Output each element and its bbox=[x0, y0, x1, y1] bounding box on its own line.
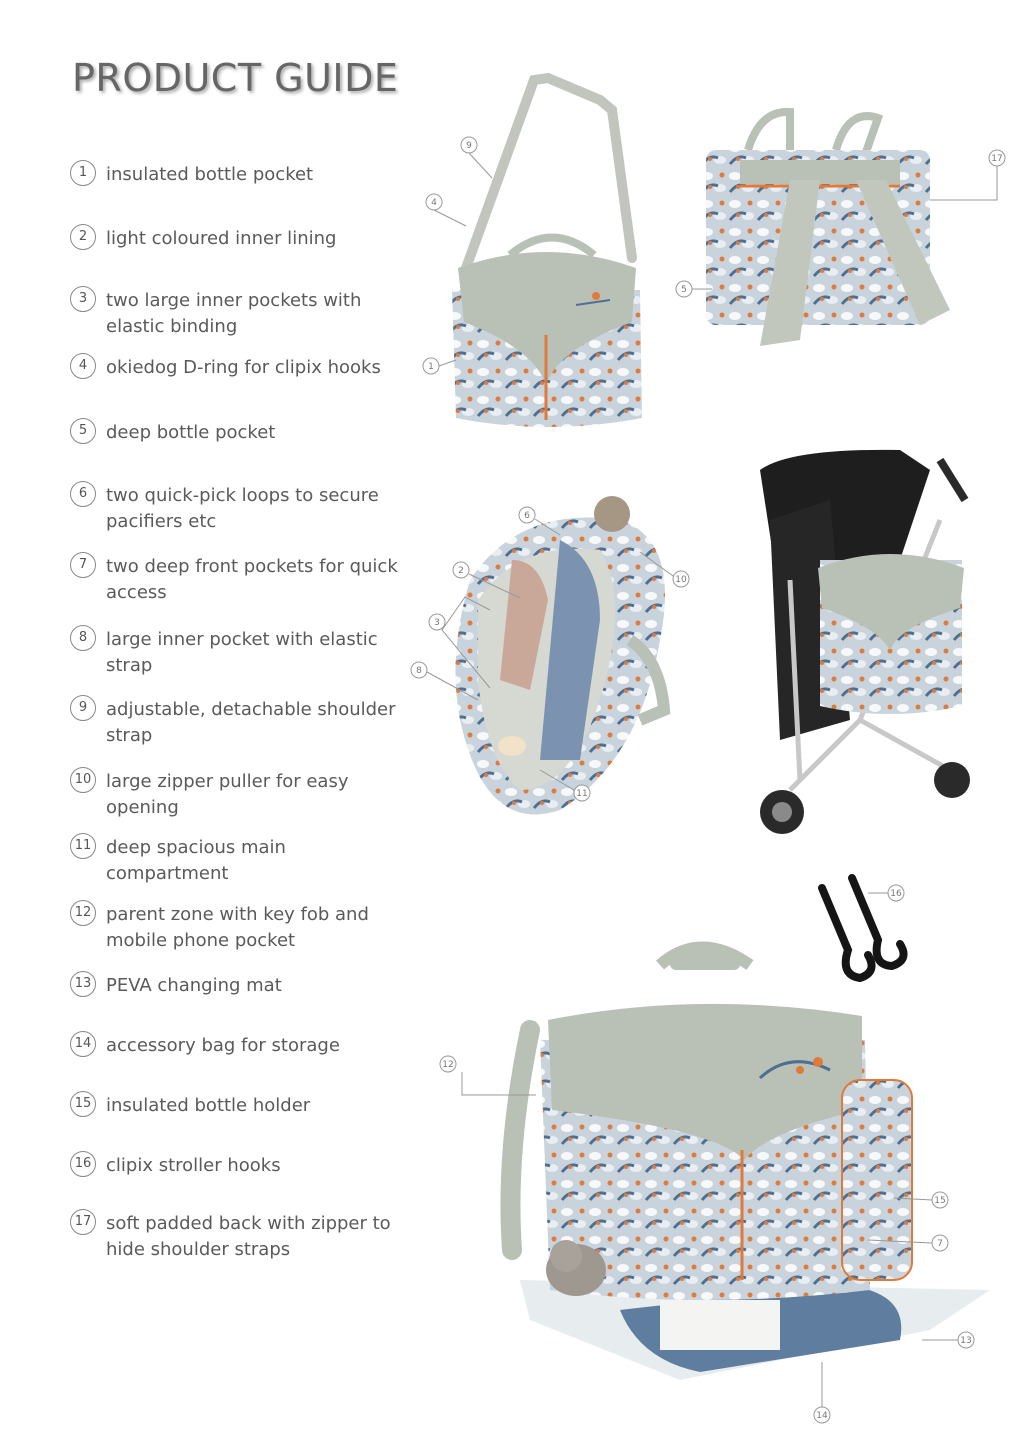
feature-text: insulated bottle holder bbox=[106, 1095, 311, 1116]
feature-number: 4 bbox=[70, 353, 96, 379]
feature-text: two large inner pockets with elastic binding bbox=[106, 290, 362, 337]
callout-14 bbox=[814, 1362, 830, 1423]
feature-number: 13 bbox=[70, 971, 96, 997]
feature-number: 15 bbox=[70, 1091, 96, 1117]
svg-text:4: 4 bbox=[431, 198, 437, 208]
feature-text: clipix stroller hooks bbox=[106, 1155, 281, 1176]
feature-text: adjustable, detachable shoulder strap bbox=[106, 699, 396, 746]
feature-number: 11 bbox=[70, 833, 96, 859]
svg-text:12: 12 bbox=[442, 1060, 454, 1070]
shoulder-bag-image bbox=[452, 78, 642, 427]
changing-bag-set-image bbox=[510, 948, 990, 1381]
svg-text:3: 3 bbox=[434, 618, 440, 628]
feature-number: 1 bbox=[70, 160, 96, 186]
callout-13 bbox=[922, 1332, 974, 1348]
feature-text: large inner pocket with elastic strap bbox=[106, 629, 378, 676]
svg-text:8: 8 bbox=[416, 666, 422, 676]
svg-text:1: 1 bbox=[428, 362, 434, 372]
page-title: PRODUCT GUIDE bbox=[72, 56, 399, 100]
feature-number: 3 bbox=[70, 286, 96, 312]
feature-number: 12 bbox=[70, 900, 96, 926]
feature-number: 17 bbox=[70, 1209, 96, 1235]
backpack-back-image bbox=[706, 112, 950, 346]
feature-text: two quick-pick loops to secure pacifiers etc bbox=[106, 485, 379, 532]
feature-text: parent zone with key fob and mobile phone pocket bbox=[106, 904, 369, 951]
svg-text:15: 15 bbox=[934, 1196, 946, 1206]
feature-number: 2 bbox=[70, 224, 96, 250]
feature-text: large zipper puller for easy opening bbox=[106, 771, 349, 818]
feature-text: deep spacious main compartment bbox=[106, 837, 286, 884]
open-bag-image bbox=[455, 496, 665, 814]
stroller-image bbox=[760, 450, 970, 834]
feature-number: 16 bbox=[70, 1151, 96, 1177]
callout-4 bbox=[426, 194, 466, 226]
feature-text: insulated bottle pocket bbox=[106, 164, 314, 185]
svg-text:17: 17 bbox=[991, 154, 1003, 164]
callout-17 bbox=[930, 150, 1005, 200]
feature-number: 9 bbox=[70, 695, 96, 721]
feature-text: PEVA changing mat bbox=[106, 975, 282, 996]
svg-text:16: 16 bbox=[890, 889, 902, 899]
feature-text: accessory bag for storage bbox=[106, 1035, 340, 1056]
svg-text:13: 13 bbox=[960, 1336, 972, 1346]
feature-number: 8 bbox=[70, 625, 96, 651]
feature-text: two deep front pockets for quick access bbox=[106, 556, 398, 603]
svg-text:9: 9 bbox=[466, 141, 472, 151]
feature-number: 6 bbox=[70, 481, 96, 507]
callout-1 bbox=[423, 358, 456, 374]
svg-text:2: 2 bbox=[458, 566, 464, 576]
feature-text: light coloured inner lining bbox=[106, 228, 337, 249]
feature-number: 10 bbox=[70, 767, 96, 793]
svg-text:5: 5 bbox=[681, 285, 687, 295]
callout-9 bbox=[461, 137, 492, 178]
feature-text: okiedog D-ring for clipix hooks bbox=[106, 357, 381, 378]
feature-text: deep bottle pocket bbox=[106, 422, 276, 443]
svg-text:11: 11 bbox=[576, 789, 588, 799]
feature-number: 14 bbox=[70, 1031, 96, 1057]
feature-text: soft padded back with zipper to hide shoulder straps bbox=[106, 1213, 391, 1260]
svg-text:14: 14 bbox=[816, 1411, 828, 1421]
svg-text:7: 7 bbox=[937, 1239, 943, 1249]
callout-16 bbox=[868, 885, 904, 901]
svg-text:10: 10 bbox=[675, 575, 687, 585]
feature-number: 5 bbox=[70, 418, 96, 444]
feature-number: 7 bbox=[70, 552, 96, 578]
svg-text:6: 6 bbox=[524, 511, 530, 521]
